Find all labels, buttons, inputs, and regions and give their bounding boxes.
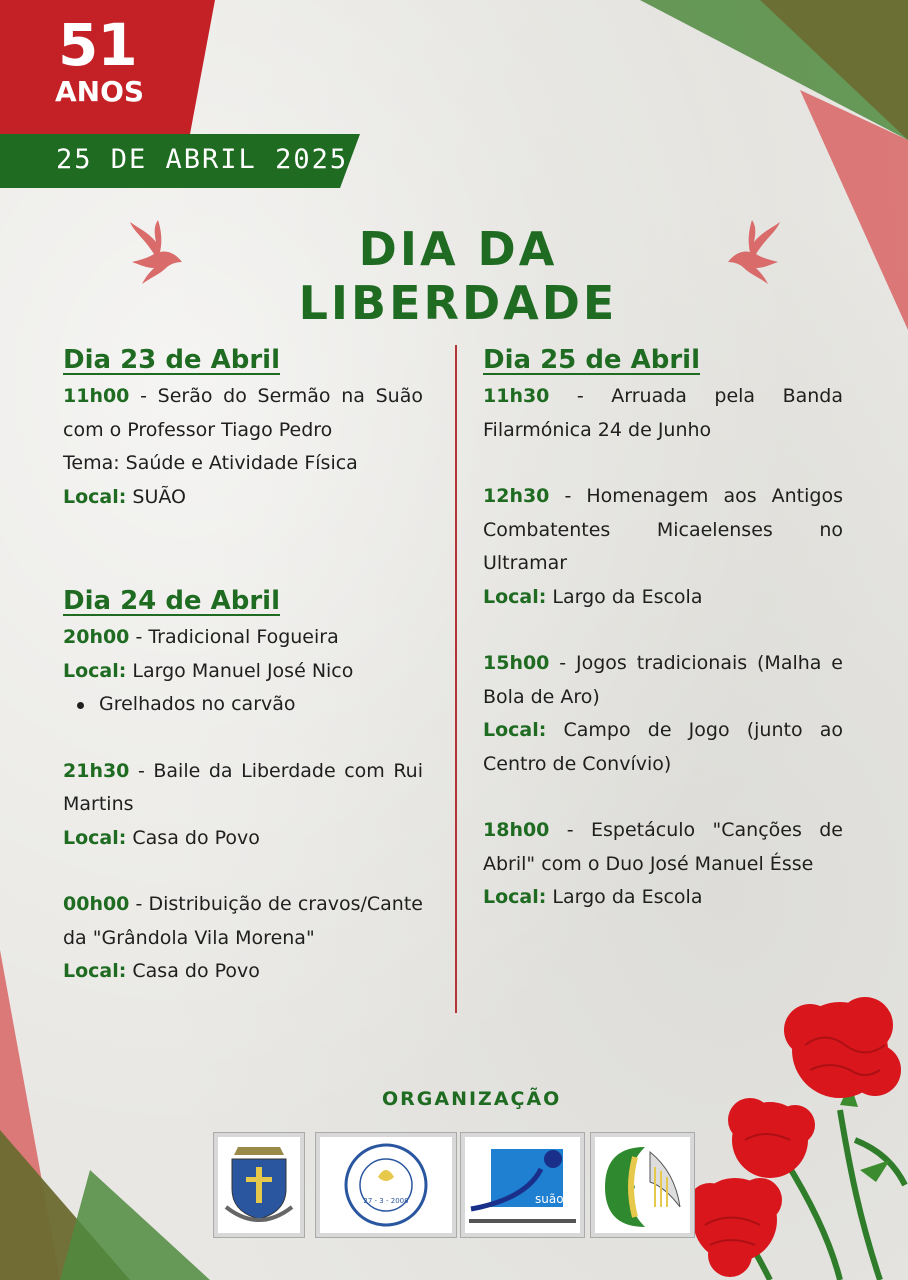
location-value: Casa do Povo — [126, 826, 260, 849]
event-text: - Serão do Sermão na Suão com o Professor Tiago Pedro — [63, 385, 423, 441]
event-date: 25 DE ABRIL 2025 — [56, 144, 349, 175]
event-time: 11h00 — [63, 385, 130, 407]
event-topic: Tema: Saúde e Atividade Física — [63, 452, 358, 474]
anniversary-badge — [0, 0, 210, 132]
association-seal-logo — [320, 1137, 452, 1233]
location-label: Local: — [63, 826, 127, 849]
location-value: Largo da Escola — [546, 585, 703, 608]
event-time: 21h30 — [63, 759, 130, 782]
organization-label: ORGANIZAÇÃO — [382, 1088, 562, 1110]
location-value: Largo Manuel José Nico — [126, 659, 354, 682]
location-value: SUÃO — [126, 485, 186, 508]
event-location — [63, 655, 423, 689]
event-text: - Jogos tradicionais (Malha e Bola de Aro) — [483, 652, 843, 708]
event-time: 18h00 — [483, 819, 550, 841]
event-item — [483, 380, 843, 447]
location-value: Campo de Jogo (junto ao Centro de Convívio) — [483, 719, 843, 775]
location-label: Local: — [63, 659, 127, 682]
event-item — [63, 888, 423, 955]
event-text: - Arruada pela Banda Filarmónica 24 de Junho — [483, 385, 843, 441]
svg-text:suão: suão — [535, 1192, 564, 1206]
column-divider — [455, 345, 457, 1013]
day-heading: Dia 24 de Abril — [63, 586, 281, 616]
location-label: Local: — [483, 886, 547, 908]
date-banner — [0, 134, 360, 188]
right-column — [483, 340, 843, 915]
location-label: Local: — [63, 485, 127, 508]
event-item — [63, 380, 423, 447]
band-logo — [595, 1137, 690, 1233]
location-label: Local: — [483, 719, 547, 741]
event-time: 00h00 — [63, 893, 130, 915]
event-location — [63, 822, 423, 856]
parish-coat-of-arms-logo — [218, 1137, 300, 1233]
event-item — [483, 647, 843, 714]
location-value: Largo da Escola — [546, 886, 703, 908]
location-label: Local: — [483, 585, 547, 608]
event-text: - Tradicional Fogueira — [129, 626, 339, 648]
day-heading: Dia 25 de Abril — [483, 345, 701, 375]
left-column — [63, 340, 423, 989]
event-text: - Homenagem aos Antigos Combatentes Micaelenses no Ultramar — [483, 485, 843, 574]
event-item — [483, 480, 843, 581]
carnation-flowers-illustration — [690, 990, 908, 1280]
svg-text:27 - 3 - 2008: 27 - 3 - 2008 — [363, 1197, 409, 1205]
event-location — [483, 714, 843, 781]
location-value: Casa do Povo — [126, 960, 260, 982]
event-text: - Distribuição de cravos/Cante da "Grândola Vila Morena" — [63, 893, 423, 949]
event-location — [483, 581, 843, 615]
event-time: 20h00 — [63, 626, 130, 648]
event-location — [63, 481, 423, 515]
event-item — [483, 814, 843, 881]
day-heading: Dia 23 de Abril — [63, 345, 281, 375]
event-item — [63, 621, 423, 655]
location-label: Local: — [63, 960, 127, 982]
event-text: - Baile da Liberdade com Rui Martins — [63, 759, 423, 815]
bullet-item: Grelhados no carvão — [63, 688, 423, 722]
anniversary-number: 51 — [58, 11, 137, 79]
event-time: 12h30 — [483, 485, 550, 507]
dove-icon — [722, 218, 786, 288]
anniversary-word: ANOS — [55, 75, 145, 108]
dove-icon — [124, 218, 188, 288]
event-time: 11h30 — [483, 385, 550, 407]
suao-logo — [465, 1137, 580, 1233]
event-text: - Espetáculo "Canções de Abril" com o Duo José Manuel Ésse — [483, 819, 843, 875]
event-time: 15h00 — [483, 652, 550, 674]
event-item — [63, 755, 423, 822]
event-location — [63, 955, 423, 989]
page-title: DIA DA LIBERDADE — [298, 222, 618, 330]
event-location — [483, 881, 843, 915]
